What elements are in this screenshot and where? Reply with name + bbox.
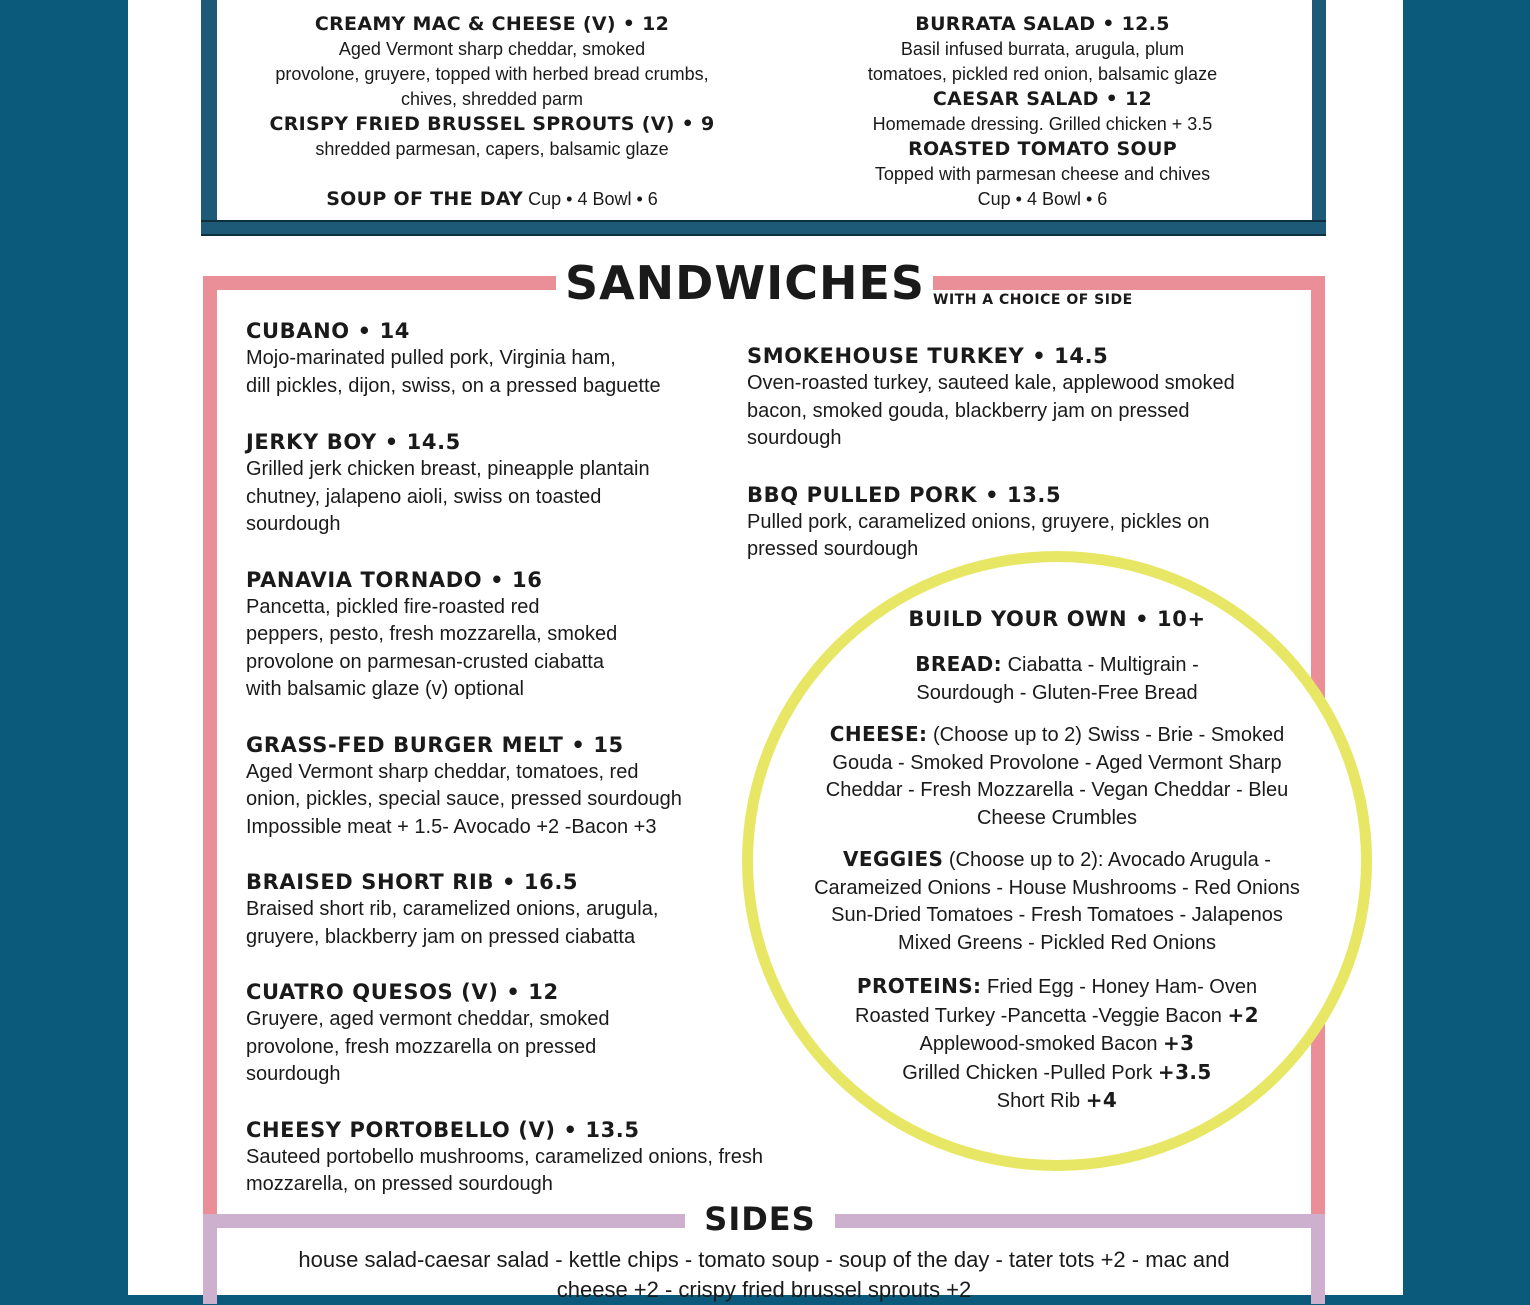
sandwich-title: CHEESY PORTOBELLO (V) • 13.5 xyxy=(246,1117,640,1142)
menu-item-title: BURRATA SALAD • 12.5 xyxy=(915,13,1170,35)
sandwich-desc: bacon, smoked gouda, blackberry jam on pressed xyxy=(747,399,1190,422)
sandwich-desc: dill pickles, dijon, swiss, on a pressed baguette xyxy=(246,374,661,397)
build-your-own-content xyxy=(777,607,1337,1116)
sandwich-item xyxy=(246,1116,846,1199)
top-right-column xyxy=(790,12,1295,212)
sandwich-desc: Gruyere, aged vermont cheddar, smoked xyxy=(246,1008,610,1030)
byo-price: +3 xyxy=(1163,1031,1195,1055)
sandwich-title: BRAISED SHORT RIB • 16.5 xyxy=(246,870,579,894)
sandwiches-heading: SANDWICHES xyxy=(564,256,926,310)
sandwich-item xyxy=(246,978,846,1089)
menu-item-desc: tomatoes, pickled red onion, balsamic glaze xyxy=(867,64,1218,84)
sides-frame-top-border xyxy=(203,1214,685,1228)
menu-item-desc: shredded parmesan, capers, balsamic glaze xyxy=(315,139,669,159)
menu-item-title: CAESAR SALAD • 12 xyxy=(932,88,1153,110)
sandwich-desc: provolone, fresh mozzarella on pressed xyxy=(246,1035,597,1058)
sandwich-desc: Pancetta, pickled fire-roasted red xyxy=(246,595,540,618)
byo-bread xyxy=(777,651,1337,707)
sandwich-title: PANAVIA TORNADO • 16 xyxy=(246,567,543,592)
top-left-column xyxy=(217,12,767,212)
byo-cheese-text: Cheese Crumbles xyxy=(976,806,1138,829)
sandwiches-right-column xyxy=(747,342,1307,564)
byo-proteins-text: Grilled Chicken -Pulled Pork xyxy=(902,1061,1158,1084)
soup-of-day-price: Cup • 4 Bowl • 6 xyxy=(528,189,658,209)
menu-item-desc: Aged Vermont sharp cheddar, smoked xyxy=(338,39,646,59)
sandwich-desc: sourdough xyxy=(747,427,842,449)
top-frame-bottom-border xyxy=(201,220,1326,236)
menu-item-desc: Topped with parmesan cheese and chives xyxy=(874,164,1211,184)
byo-price: +4 xyxy=(1085,1088,1118,1112)
byo-veggies xyxy=(777,846,1337,957)
sandwich-item xyxy=(246,566,846,704)
byo-cheese-label: CHEESE: xyxy=(829,722,928,746)
byo-veggies-label: VEGGIES xyxy=(843,847,944,871)
sandwich-title: SMOKEHOUSE TURKEY • 14.5 xyxy=(747,344,1109,368)
menu-item-desc: Homemade dressing. Grilled chicken + 3.5 xyxy=(872,114,1213,134)
sides-heading: SIDES xyxy=(704,1200,816,1238)
sandwich-desc: chutney, jalapeno aioli, swiss on toasted xyxy=(246,485,602,508)
sandwich-item xyxy=(747,342,1307,453)
sandwich-desc: Impossible meat + 1.5- Avocado +2 -Bacon +3 xyxy=(246,815,657,838)
sandwich-frame-top-border xyxy=(933,276,1325,290)
byo-veggies-text: Carameized Onions - House Mushrooms - Red Onions xyxy=(814,876,1300,899)
sandwich-title: CUBANO • 14 xyxy=(246,319,411,343)
byo-veggies-text: (Choose up to 2): Avocado Arugula - xyxy=(943,849,1271,871)
sandwich-desc: sourdough xyxy=(246,513,341,535)
byo-cheese-text: Gouda - Smoked Provolone - Aged Vermont Sharp xyxy=(832,751,1282,774)
menu-item-desc: Cup • 4 Bowl • 6 xyxy=(977,189,1108,209)
byo-proteins-text: Applewood-smoked Bacon xyxy=(919,1033,1163,1055)
byo-proteins-label: PROTEINS: xyxy=(856,974,982,998)
sandwich-frame-left-border xyxy=(203,276,217,1216)
byo-proteins-text: Fried Egg - Honey Ham- Oven xyxy=(981,976,1258,998)
byo-proteins-text: Short Rib xyxy=(996,1090,1086,1112)
sandwich-frame-top-border xyxy=(203,276,556,290)
byo-bread-text: Sourdough - Gluten-Free Bread xyxy=(916,681,1198,704)
menu-item-title: CREAMY MAC & CHEESE (V) • 12 xyxy=(314,13,670,35)
byo-proteins xyxy=(777,973,1337,1116)
sandwich-desc: mozzarella, on pressed sourdough xyxy=(246,1173,553,1195)
sides-line: house salad-caesar salad - kettle chips - tomato soup - soup of the day - tater tots +2 - mac and xyxy=(298,1247,1230,1272)
sandwich-desc: Aged Vermont sharp cheddar, tomatoes, red xyxy=(246,760,639,783)
sides-line: cheese +2 - crispy fried brussel sprouts +2 xyxy=(556,1277,972,1302)
sandwich-desc: Sauteed portobello mushrooms, caramelized onions, fresh xyxy=(246,1145,763,1168)
sandwich-item xyxy=(747,481,1307,564)
sandwich-title: GRASS-FED BURGER MELT • 15 xyxy=(246,732,624,757)
top-frame-left-border xyxy=(201,0,217,224)
sandwich-title: BBQ PULLED PORK • 13.5 xyxy=(747,482,1062,507)
menu-item-desc: provolone, gruyere, topped with herbed bread crumbs, xyxy=(275,64,709,84)
menu-item-desc: chives, shredded parm xyxy=(400,89,584,109)
top-frame-right-border xyxy=(1312,0,1326,224)
byo-veggies-text: Sun-Dried Tomatoes - Fresh Tomatoes - Jalapenos xyxy=(831,904,1283,926)
sandwich-desc: pressed sourdough xyxy=(747,538,919,560)
menu-item-desc: Basil infused burrata, arugula, plum xyxy=(900,39,1185,59)
sandwich-desc: peppers, pesto, fresh mozzarella, smoked xyxy=(246,623,618,645)
sandwich-desc: onion, pickles, special sauce, pressed sourdough xyxy=(246,788,682,810)
byo-bread-label: BREAD: xyxy=(915,652,1003,676)
sandwich-desc: gruyere, blackberry jam on pressed ciabatta xyxy=(246,925,636,948)
sandwich-desc: Grilled jerk chicken breast, pineapple plantain xyxy=(246,458,650,480)
byo-cheese-text: (Choose up to 2) Swiss - Brie - Smoked xyxy=(927,724,1285,746)
sandwiches-subheading: WITH A CHOICE OF SIDE xyxy=(933,292,1133,308)
byo-bread-text: Ciabatta - Multigrain - xyxy=(1002,654,1199,676)
byo-proteins-text: Roasted Turkey -Pancetta -Veggie Bacon xyxy=(855,1004,1228,1027)
sandwich-title: JERKY BOY • 14.5 xyxy=(246,430,461,454)
byo-price: +2 xyxy=(1227,1002,1259,1027)
menu-item-title: CRISPY FRIED BRUSSEL SPROUTS (V) • 9 xyxy=(269,113,715,135)
sandwich-desc: Oven-roasted turkey, sauteed kale, applewood smoked xyxy=(747,372,1235,394)
sandwich-desc: Mojo-marinated pulled pork, Virginia ham, xyxy=(246,347,616,369)
byo-cheese-text: Cheddar - Fresh Mozzarella - Vegan Cheddar - Bleu xyxy=(825,779,1289,801)
sandwich-title: CUATRO QUESOS (V) • 12 xyxy=(246,980,559,1004)
sandwich-desc: with balsamic glaze (v) optional xyxy=(246,678,524,700)
sides-frame-top-border xyxy=(835,1214,1325,1228)
sandwich-desc: sourdough xyxy=(246,1063,341,1085)
sandwich-desc: provolone on parmesan-crusted ciabatta xyxy=(246,650,604,673)
byo-veggies-text: Mixed Greens - Pickled Red Onions xyxy=(898,931,1216,954)
sandwich-desc: Braised short rib, caramelized onions, arugula, xyxy=(246,898,659,920)
build-your-own-title: BUILD YOUR OWN • 10+ xyxy=(908,607,1206,631)
sandwich-desc: Pulled pork, caramelized onions, gruyere, pickles on xyxy=(747,510,1210,533)
soup-of-day xyxy=(217,187,767,212)
soup-of-day-title: SOUP OF THE DAY xyxy=(326,188,524,210)
byo-price: +3.5 xyxy=(1157,1059,1212,1084)
byo-cheese xyxy=(777,721,1337,832)
menu-item-title: ROASTED TOMATO SOUP xyxy=(908,138,1177,160)
sides-list xyxy=(217,1245,1311,1305)
